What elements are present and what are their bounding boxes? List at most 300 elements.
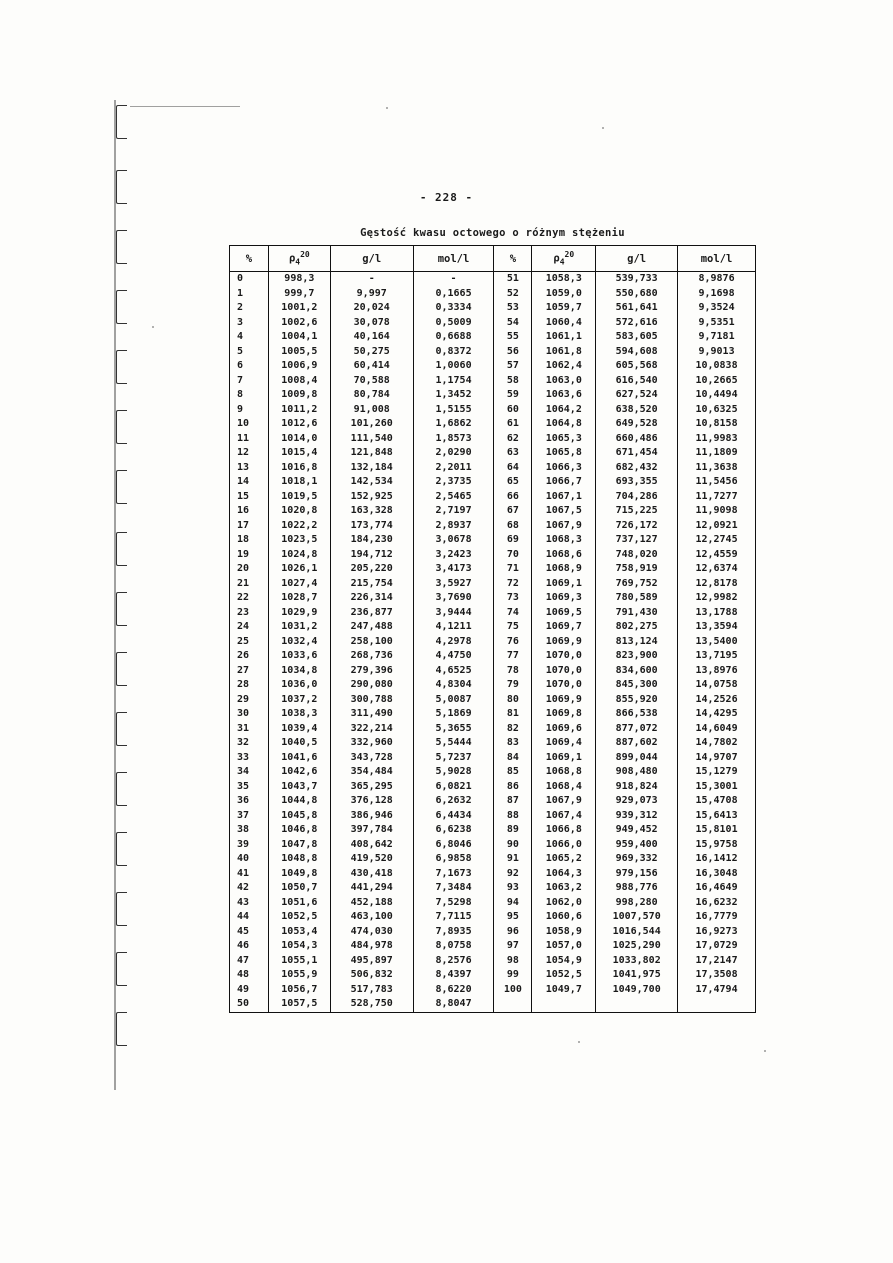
moll-cell: 7,8935: [413, 925, 494, 940]
percent-cell: 19: [230, 548, 269, 563]
gl-cell: 311,490: [330, 707, 413, 722]
percent-cell: 59: [494, 388, 532, 403]
gl-cell: 506,832: [330, 968, 413, 983]
binding-ring-icon: [116, 230, 127, 264]
density-cell: 1024,8: [268, 548, 330, 563]
moll-cell: 8,4397: [413, 968, 494, 983]
gl-cell: 376,128: [330, 794, 413, 809]
binding-ring-icon: [116, 1012, 127, 1046]
gl-cell: 918,824: [596, 780, 678, 795]
percent-cell: 80: [494, 693, 532, 708]
density-cell: 1066,7: [532, 475, 596, 490]
gl-cell: 908,480: [596, 765, 678, 780]
gl-cell: 1041,975: [596, 968, 678, 983]
density-cell: 1006,9: [268, 359, 330, 374]
table-row: [230, 823, 756, 838]
percent-cell: 1: [230, 287, 269, 302]
percent-cell: 99: [494, 968, 532, 983]
gl-cell: 268,736: [330, 649, 413, 664]
gl-cell: 495,897: [330, 954, 413, 969]
binding-ring-icon: [116, 105, 127, 139]
density-cell: 1033,6: [268, 649, 330, 664]
moll-cell: 6,9858: [413, 852, 494, 867]
moll-cell: 1,0060: [413, 359, 494, 374]
percent-cell: 22: [230, 591, 269, 606]
percent-cell: 56: [494, 345, 532, 360]
density-cell: 1004,1: [268, 330, 330, 345]
moll-cell: 2,3735: [413, 475, 494, 490]
gl-cell: 9,997: [330, 287, 413, 302]
density-cell: 1068,9: [532, 562, 596, 577]
percent-cell: 44: [230, 910, 269, 925]
density-table: [229, 245, 756, 1013]
gl-cell: 132,184: [330, 461, 413, 476]
moll-cell: 9,5351: [678, 316, 756, 331]
gl-cell: 1025,290: [596, 939, 678, 954]
scan-rule: [130, 106, 240, 107]
moll-cell: 14,6049: [678, 722, 756, 737]
binding-ring-icon: [116, 772, 127, 806]
density-cell: 1069,5: [532, 606, 596, 621]
gl-cell: 969,332: [596, 852, 678, 867]
binding-ring-icon: [116, 952, 127, 986]
moll-cell: 5,3655: [413, 722, 494, 737]
moll-cell: 17,4794: [678, 983, 756, 998]
gl-cell: 517,783: [330, 983, 413, 998]
density-cell: 1070,0: [532, 664, 596, 679]
density-cell: 1045,8: [268, 809, 330, 824]
table-row: [230, 867, 756, 882]
gl-cell: 70,588: [330, 374, 413, 389]
density-cell: 1027,4: [268, 577, 330, 592]
density-cell: 1022,2: [268, 519, 330, 534]
density-cell: 1069,1: [532, 751, 596, 766]
gl-cell: 205,220: [330, 562, 413, 577]
table-row: [230, 925, 756, 940]
density-cell: 1019,5: [268, 490, 330, 505]
percent-cell: 75: [494, 620, 532, 635]
gl-cell: 152,925: [330, 490, 413, 505]
moll-cell: 4,6525: [413, 664, 494, 679]
gl-cell: 1007,570: [596, 910, 678, 925]
gl-cell: 247,488: [330, 620, 413, 635]
percent-cell: 55: [494, 330, 532, 345]
moll-cell: 15,4708: [678, 794, 756, 809]
percent-cell: 36: [230, 794, 269, 809]
gl-cell: 649,528: [596, 417, 678, 432]
page-number: - 228 -: [419, 191, 474, 204]
percent-cell: 61: [494, 417, 532, 432]
moll-cell: 7,3484: [413, 881, 494, 896]
density-cell: 1042,6: [268, 765, 330, 780]
density-cell: 1014,0: [268, 432, 330, 447]
gl-cell: 101,260: [330, 417, 413, 432]
percent-cell: 28: [230, 678, 269, 693]
density-sup: 20: [300, 250, 310, 260]
percent-cell: 31: [230, 722, 269, 737]
density-cell: 1036,0: [268, 678, 330, 693]
table-row: [230, 736, 756, 751]
table-row: [230, 910, 756, 925]
gl-cell: 226,314: [330, 591, 413, 606]
gl-cell: 583,605: [596, 330, 678, 345]
percent-cell: 65: [494, 475, 532, 490]
moll-cell: 11,1809: [678, 446, 756, 461]
density-cell: 1009,8: [268, 388, 330, 403]
header-density: [268, 246, 330, 272]
gl-cell: 791,430: [596, 606, 678, 621]
gl-cell: 693,355: [596, 475, 678, 490]
binding-ring-icon: [116, 652, 127, 686]
density-cell: 1052,5: [532, 968, 596, 983]
percent-cell: 8: [230, 388, 269, 403]
percent-cell: 54: [494, 316, 532, 331]
gl-cell: 704,286: [596, 490, 678, 505]
table-row: [230, 519, 756, 534]
percent-cell: 95: [494, 910, 532, 925]
density-cell: 1002,6: [268, 316, 330, 331]
percent-cell: 25: [230, 635, 269, 650]
percent-cell: 43: [230, 896, 269, 911]
gl-cell: 561,641: [596, 301, 678, 316]
percent-cell: 46: [230, 939, 269, 954]
moll-cell: 0,5009: [413, 316, 494, 331]
binding-ring-icon: [116, 290, 127, 324]
gl-cell: 1049,700: [596, 983, 678, 998]
table-row: [230, 591, 756, 606]
moll-cell: 1,6862: [413, 417, 494, 432]
moll-cell: 11,9098: [678, 504, 756, 519]
percent-cell: 66: [494, 490, 532, 505]
gl-cell: 258,100: [330, 635, 413, 650]
percent-cell: 3: [230, 316, 269, 331]
percent-cell: 37: [230, 809, 269, 824]
gl-cell: 408,642: [330, 838, 413, 853]
gl-cell: 616,540: [596, 374, 678, 389]
binding-ring-icon: [116, 592, 127, 626]
table-row: [230, 533, 756, 548]
binding-ring-icon: [116, 832, 127, 866]
gl-cell: 452,188: [330, 896, 413, 911]
percent-cell: 6: [230, 359, 269, 374]
gl-cell: 660,486: [596, 432, 678, 447]
moll-cell: 16,6232: [678, 896, 756, 911]
moll-cell: 12,2745: [678, 533, 756, 548]
percent-cell: 93: [494, 881, 532, 896]
density-cell: 1049,7: [532, 983, 596, 998]
table-row: [230, 359, 756, 374]
gl-cell: 855,920: [596, 693, 678, 708]
percent-cell: 48: [230, 968, 269, 983]
density-cell: [532, 997, 596, 1012]
density-sub: 4: [559, 257, 565, 267]
percent-cell: 18: [230, 533, 269, 548]
density-cell: 1058,9: [532, 925, 596, 940]
moll-cell: 17,3508: [678, 968, 756, 983]
moll-cell: -: [413, 272, 494, 287]
percent-cell: 32: [230, 736, 269, 751]
percent-cell: 69: [494, 533, 532, 548]
moll-cell: 7,7115: [413, 910, 494, 925]
percent-cell: [494, 997, 532, 1012]
moll-cell: 6,6238: [413, 823, 494, 838]
moll-cell: 16,9273: [678, 925, 756, 940]
density-cell: 1067,1: [532, 490, 596, 505]
gl-cell: 300,788: [330, 693, 413, 708]
percent-cell: 72: [494, 577, 532, 592]
percent-cell: 24: [230, 620, 269, 635]
gl-cell: 998,280: [596, 896, 678, 911]
table-row: [230, 374, 756, 389]
density-cell: 1068,8: [532, 765, 596, 780]
table-header-row: [230, 246, 756, 272]
density-cell: 1060,4: [532, 316, 596, 331]
density-symbol: ρ: [288, 252, 296, 265]
density-cell: 1063,2: [532, 881, 596, 896]
density-cell: 1068,6: [532, 548, 596, 563]
header-moll: mol/l: [678, 246, 756, 272]
density-cell: 1065,3: [532, 432, 596, 447]
density-cell: 1066,8: [532, 823, 596, 838]
percent-cell: 13: [230, 461, 269, 476]
percent-cell: 84: [494, 751, 532, 766]
percent-cell: 63: [494, 446, 532, 461]
density-cell: 1028,7: [268, 591, 330, 606]
gl-cell: 50,275: [330, 345, 413, 360]
moll-cell: 2,7197: [413, 504, 494, 519]
density-cell: 1005,5: [268, 345, 330, 360]
moll-cell: 2,2011: [413, 461, 494, 476]
density-cell: 1023,5: [268, 533, 330, 548]
percent-cell: 96: [494, 925, 532, 940]
moll-cell: 5,0087: [413, 693, 494, 708]
moll-cell: 1,1754: [413, 374, 494, 389]
table-row: [230, 316, 756, 331]
gl-cell: 748,020: [596, 548, 678, 563]
moll-cell: 4,2978: [413, 635, 494, 650]
moll-cell: 4,1211: [413, 620, 494, 635]
gl-cell: 988,776: [596, 881, 678, 896]
percent-cell: 4: [230, 330, 269, 345]
gl-cell: 769,752: [596, 577, 678, 592]
percent-cell: 57: [494, 359, 532, 374]
gl-cell: 386,946: [330, 809, 413, 824]
percent-cell: 77: [494, 649, 532, 664]
moll-cell: 1,3452: [413, 388, 494, 403]
moll-cell: 2,0290: [413, 446, 494, 461]
density-cell: 998,3: [268, 272, 330, 287]
moll-cell: 6,4434: [413, 809, 494, 824]
density-cell: 1051,6: [268, 896, 330, 911]
percent-cell: 100: [494, 983, 532, 998]
header-percent: %: [230, 246, 269, 272]
gl-cell: 802,275: [596, 620, 678, 635]
moll-cell: 15,8101: [678, 823, 756, 838]
density-cell: 1046,8: [268, 823, 330, 838]
moll-cell: 17,0729: [678, 939, 756, 954]
density-cell: 999,7: [268, 287, 330, 302]
percent-cell: 12: [230, 446, 269, 461]
table-row: [230, 939, 756, 954]
moll-cell: 11,9983: [678, 432, 756, 447]
binding-ring-icon: [116, 712, 127, 746]
gl-cell: 813,124: [596, 635, 678, 650]
moll-cell: 11,5456: [678, 475, 756, 490]
percent-cell: 26: [230, 649, 269, 664]
density-cell: 1055,9: [268, 968, 330, 983]
percent-cell: 20: [230, 562, 269, 577]
moll-cell: 12,6374: [678, 562, 756, 577]
percent-cell: 87: [494, 794, 532, 809]
table-row: [230, 620, 756, 635]
density-cell: 1065,2: [532, 852, 596, 867]
table-row: [230, 504, 756, 519]
percent-cell: 91: [494, 852, 532, 867]
table-row: [230, 432, 756, 447]
moll-cell: 8,6220: [413, 983, 494, 998]
table-row: [230, 272, 756, 287]
gl-cell: 173,774: [330, 519, 413, 534]
table-row: [230, 954, 756, 969]
density-cell: 1029,9: [268, 606, 330, 621]
table-row: [230, 606, 756, 621]
moll-cell: 10,8158: [678, 417, 756, 432]
moll-cell: 16,3048: [678, 867, 756, 882]
table-row: [230, 330, 756, 345]
binding-ring-icon: [116, 350, 127, 384]
percent-cell: 51: [494, 272, 532, 287]
percent-cell: 17: [230, 519, 269, 534]
percent-cell: 49: [230, 983, 269, 998]
percent-cell: 10: [230, 417, 269, 432]
binding-ring-icon: [116, 470, 127, 504]
density-cell: 1011,2: [268, 403, 330, 418]
moll-cell: 0,6688: [413, 330, 494, 345]
moll-cell: 13,1788: [678, 606, 756, 621]
density-cell: 1061,1: [532, 330, 596, 345]
gl-cell: 726,172: [596, 519, 678, 534]
percent-cell: 73: [494, 591, 532, 606]
moll-cell: 5,5444: [413, 736, 494, 751]
density-cell: 1067,9: [532, 794, 596, 809]
gl-cell: 877,072: [596, 722, 678, 737]
moll-cell: 11,7277: [678, 490, 756, 505]
moll-cell: 8,8047: [413, 997, 494, 1012]
gl-cell: 474,030: [330, 925, 413, 940]
density-cell: 1055,1: [268, 954, 330, 969]
density-cell: 1059,7: [532, 301, 596, 316]
moll-cell: 6,0821: [413, 780, 494, 795]
density-symbol: ρ: [553, 252, 560, 265]
gl-cell: 121,848: [330, 446, 413, 461]
moll-cell: 3,0678: [413, 533, 494, 548]
gl-cell: 899,044: [596, 751, 678, 766]
moll-cell: 15,1279: [678, 765, 756, 780]
gl-cell: 780,589: [596, 591, 678, 606]
moll-cell: 6,8046: [413, 838, 494, 853]
moll-cell: 14,9707: [678, 751, 756, 766]
density-cell: 1067,9: [532, 519, 596, 534]
density-cell: 1050,7: [268, 881, 330, 896]
table-row: [230, 722, 756, 737]
moll-cell: 6,2632: [413, 794, 494, 809]
moll-cell: 9,1698: [678, 287, 756, 302]
table-row: [230, 707, 756, 722]
percent-cell: 88: [494, 809, 532, 824]
percent-cell: 5: [230, 345, 269, 360]
moll-cell: 14,0758: [678, 678, 756, 693]
table-row: [230, 301, 756, 316]
scan-speck: [386, 107, 388, 109]
gl-cell: 939,312: [596, 809, 678, 824]
gl-cell: 979,156: [596, 867, 678, 882]
moll-cell: 15,6413: [678, 809, 756, 824]
table-row: [230, 287, 756, 302]
moll-cell: 16,1412: [678, 852, 756, 867]
gl-cell: 290,080: [330, 678, 413, 693]
percent-cell: 42: [230, 881, 269, 896]
density-cell: 1069,1: [532, 577, 596, 592]
table-row: [230, 461, 756, 476]
header-density: [532, 246, 596, 272]
table-row: [230, 780, 756, 795]
density-cell: 1016,8: [268, 461, 330, 476]
gl-cell: 365,295: [330, 780, 413, 795]
table-row: [230, 765, 756, 780]
gl-cell: 236,877: [330, 606, 413, 621]
moll-cell: 3,4173: [413, 562, 494, 577]
table-row: [230, 664, 756, 679]
percent-cell: 98: [494, 954, 532, 969]
density-cell: 1058,3: [532, 272, 596, 287]
percent-cell: 79: [494, 678, 532, 693]
moll-cell: 3,7690: [413, 591, 494, 606]
scan-speck: [578, 1041, 580, 1043]
table-row: [230, 345, 756, 360]
gl-cell: 184,230: [330, 533, 413, 548]
density-cell: 1066,0: [532, 838, 596, 853]
percent-cell: 41: [230, 867, 269, 882]
moll-cell: 13,7195: [678, 649, 756, 664]
moll-cell: 2,5465: [413, 490, 494, 505]
table-row: [230, 562, 756, 577]
density-cell: 1070,0: [532, 649, 596, 664]
moll-cell: 8,9876: [678, 272, 756, 287]
density-cell: 1026,1: [268, 562, 330, 577]
gl-cell: 60,414: [330, 359, 413, 374]
moll-cell: 3,2423: [413, 548, 494, 563]
binding-edge: [108, 100, 148, 1100]
moll-cell: 14,2526: [678, 693, 756, 708]
gl-cell: 343,728: [330, 751, 413, 766]
table-row: [230, 896, 756, 911]
moll-cell: 3,5927: [413, 577, 494, 592]
table-row: [230, 678, 756, 693]
table-row: [230, 997, 756, 1012]
gl-cell: 682,432: [596, 461, 678, 476]
density-cell: 1015,4: [268, 446, 330, 461]
table-row: [230, 388, 756, 403]
moll-cell: 14,7802: [678, 736, 756, 751]
gl-cell: 1033,802: [596, 954, 678, 969]
table-row: [230, 417, 756, 432]
percent-cell: 14: [230, 475, 269, 490]
gl-cell: 40,164: [330, 330, 413, 345]
percent-cell: 40: [230, 852, 269, 867]
table-row: [230, 577, 756, 592]
density-cell: 1069,7: [532, 620, 596, 635]
table-row: [230, 446, 756, 461]
